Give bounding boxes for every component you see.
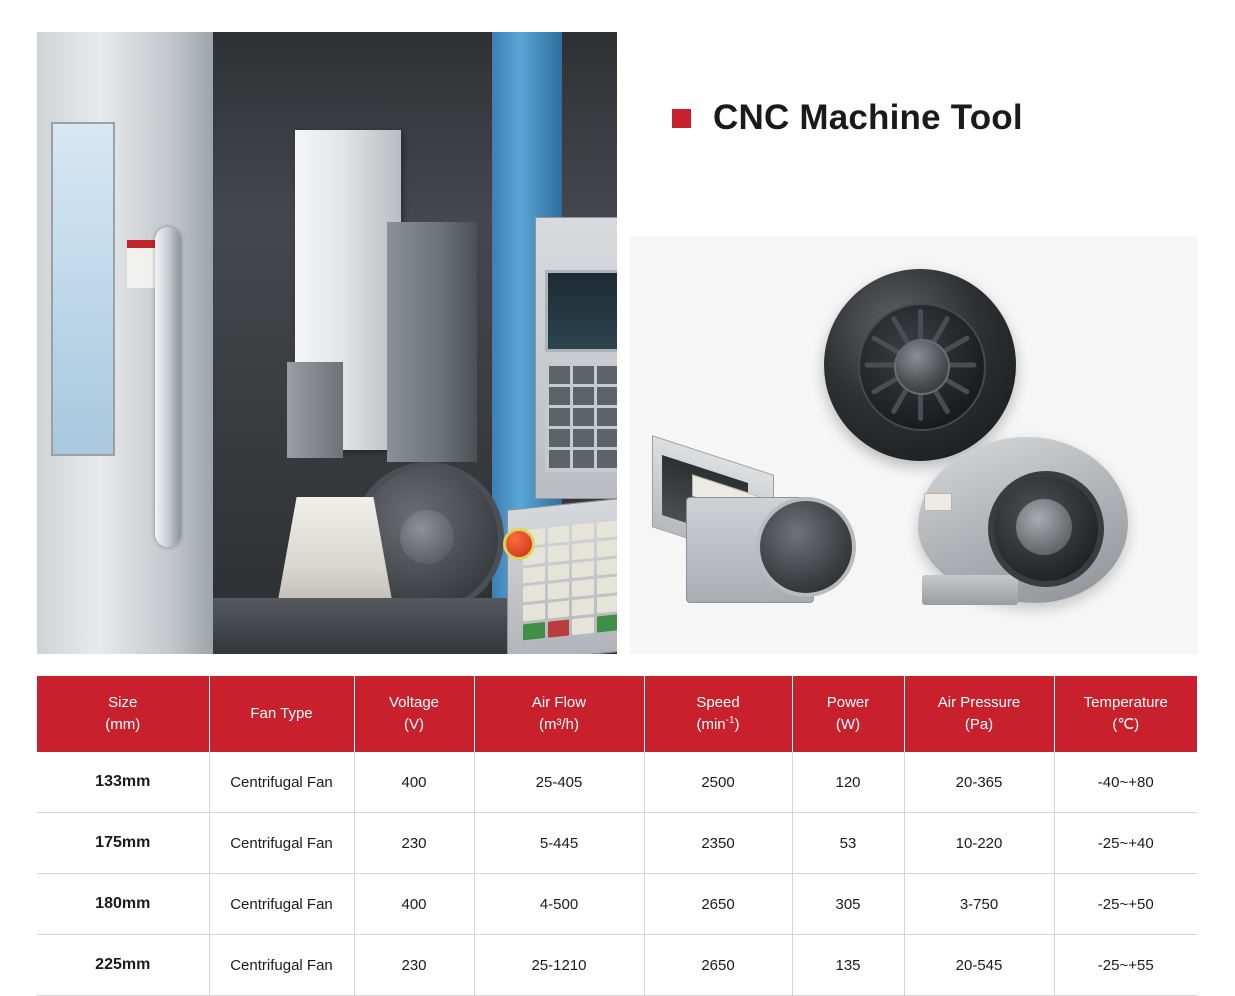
machine-door-handle — [155, 227, 181, 547]
double-inlet-fan-image — [652, 445, 852, 605]
column-header-temperature — [1054, 676, 1197, 752]
column-header-air-pressure — [904, 676, 1054, 752]
cell-air-pressure: 10-220 — [904, 813, 1054, 874]
column-header-voltage-line2: (V) — [404, 716, 424, 733]
cell-size: 175mm — [37, 813, 209, 874]
column-header-size — [37, 676, 209, 752]
table-header-row — [37, 676, 1197, 752]
fan-products-photo — [630, 237, 1198, 654]
column-header-size-line1: Size — [108, 694, 138, 712]
cell-temperature: -25~+40 — [1054, 813, 1197, 874]
machine-spindle-head — [287, 362, 343, 458]
column-header-air-flow — [474, 676, 644, 752]
column-header-air-pressure-line2: (Pa) — [964, 716, 994, 733]
column-header-speed-line2b: ) — [734, 716, 740, 733]
column-header-fan-type-line1: Fan Type — [250, 705, 313, 723]
backward-curved-fan-image — [824, 269, 1016, 461]
cell-speed: 2350 — [644, 813, 792, 874]
cell-speed: 2650 — [644, 874, 792, 935]
column-header-temperature-line1: Temperature — [1083, 694, 1168, 712]
cell-fan-type: Centrifugal Fan — [209, 935, 354, 996]
column-header-voltage-line1: Voltage — [388, 694, 440, 712]
table-row — [37, 813, 1197, 874]
machine-secondary-column — [387, 222, 477, 462]
cell-speed: 2500 — [644, 752, 792, 813]
cell-temperature: -25~+55 — [1054, 935, 1197, 996]
cell-air-flow: 25-1210 — [474, 935, 644, 996]
column-header-power — [792, 676, 904, 752]
column-header-power-line2: (W) — [835, 716, 861, 733]
column-header-air-flow-line2: (m³/h) — [539, 716, 579, 733]
column-header-size-line2: (mm) — [105, 716, 141, 733]
cell-air-pressure: 20-365 — [904, 752, 1054, 813]
cell-power: 53 — [792, 813, 904, 874]
column-header-temperature-line2: (℃) — [1112, 716, 1140, 733]
cell-size: 225mm — [37, 935, 209, 996]
cell-fan-type: Centrifugal Fan — [209, 752, 354, 813]
machine-operator-keys — [523, 518, 617, 641]
cell-air-pressure: 3-750 — [904, 874, 1054, 935]
cell-air-pressure: 20-545 — [904, 935, 1054, 996]
column-header-air-pressure-line1: Air Pressure — [937, 694, 1021, 712]
cell-voltage: 230 — [354, 935, 474, 996]
cell-power: 135 — [792, 935, 904, 996]
page-title: CNC Machine Tool — [713, 98, 1023, 137]
cell-air-flow: 5-445 — [474, 813, 644, 874]
column-header-power-line1: Power — [826, 694, 870, 712]
column-header-fan-type — [209, 676, 354, 752]
cell-fan-type: Centrifugal Fan — [209, 813, 354, 874]
column-header-speed — [644, 676, 792, 752]
cell-temperature: -40~+80 — [1054, 752, 1197, 813]
machine-display-screen — [545, 270, 617, 352]
column-header-speed-line2: (min — [696, 716, 726, 733]
cell-speed: 2650 — [644, 935, 792, 996]
column-header-air-flow-line1: Air Flow — [531, 694, 587, 712]
section-title — [672, 98, 1023, 138]
specification-table — [37, 676, 1197, 996]
cell-air-flow: 4-500 — [474, 874, 644, 935]
table-row — [37, 874, 1197, 935]
table-row — [37, 752, 1197, 813]
cell-air-flow: 25-405 — [474, 752, 644, 813]
emergency-stop-icon — [503, 528, 535, 560]
cell-fan-type: Centrifugal Fan — [209, 874, 354, 935]
machine-keypad — [545, 362, 617, 472]
table-row — [37, 935, 1197, 996]
machine-base — [213, 598, 513, 654]
cell-voltage: 400 — [354, 874, 474, 935]
single-inlet-blower-image — [918, 437, 1138, 612]
cell-voltage: 400 — [354, 752, 474, 813]
cell-power: 120 — [792, 752, 904, 813]
cell-size: 133mm — [37, 752, 209, 813]
column-header-speed-line1: Speed — [696, 694, 740, 712]
square-bullet-icon — [672, 109, 691, 128]
column-header-voltage — [354, 676, 474, 752]
column-header-speed-exponent: -1 — [725, 715, 735, 726]
machine-door-panel — [37, 32, 213, 654]
cell-temperature: -25~+50 — [1054, 874, 1197, 935]
cnc-machine-photo — [37, 32, 617, 654]
cell-size: 180mm — [37, 874, 209, 935]
cell-power: 305 — [792, 874, 904, 935]
cell-voltage: 230 — [354, 813, 474, 874]
